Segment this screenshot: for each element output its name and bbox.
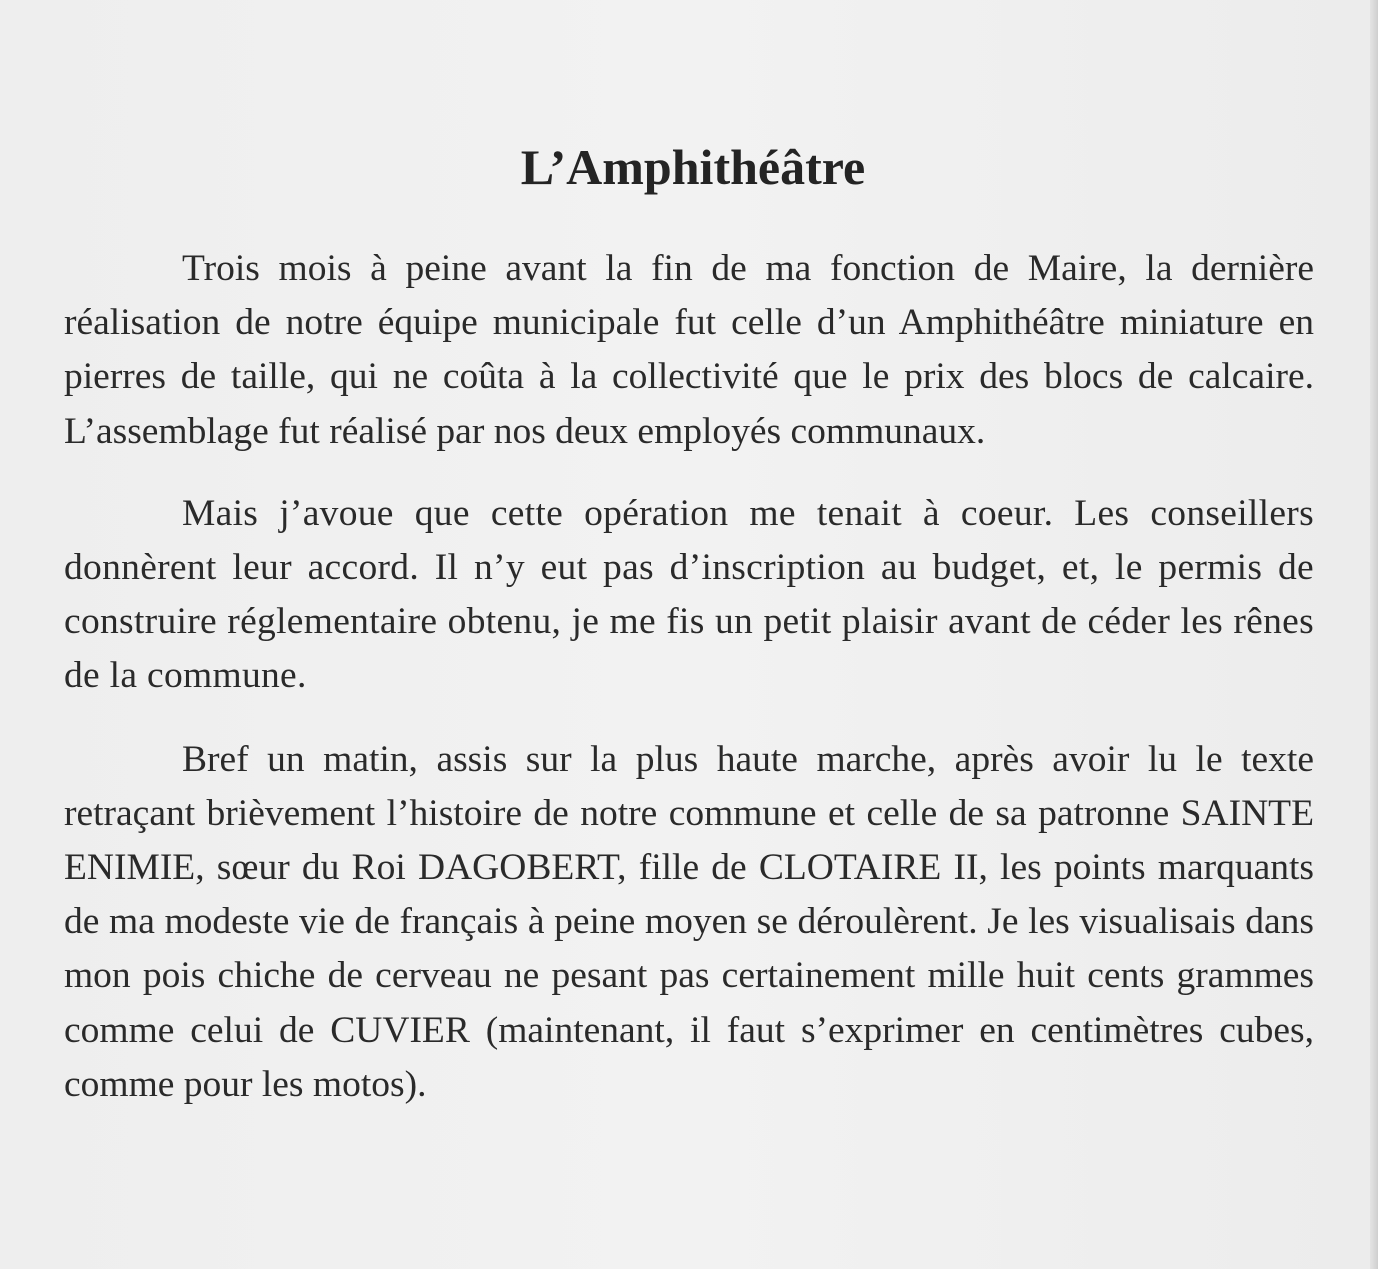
paragraph-1: Trois mois à peine avant la fin de ma fonction de Maire, la dernière réalisation de notre équipe municipale fut celle d’un Amphithéâtre miniature en pierres de taille, qui ne coûta à la collectivité que le prix des blocs de calcaire. L’assemblage fut réalisé par nos deux employés communaux. xyxy=(64,248,1314,452)
document-body xyxy=(64,132,1314,1112)
paragraph-3: Bref un matin, assis sur la plus haute marche, après avoir lu le texte retraçant brièvement l’histoire de notre commune et celle de sa patronne SAINTE ENIMIE, sœur du Roi DAGOBERT, fille de CLOTAIRE II, les points marquants de ma modeste vie de français à peine moyen se déroulèrent. Je les visualisais dans mon pois chiche de cerveau ne pesant pas certainement mille huit cents grammes comme celui de CUVIER (maintenant, il faut s’exprimer en centimètres cubes, comme pour les motos). xyxy=(64,738,1314,1105)
paragraph-2: Mais j’avoue que cette opération me tenait à coeur. Les conseillers donnèrent leur accord. Il n’y eut pas d’inscription au budget, et, le permis de construire réglementaire obtenu, je me fis un petit plaisir avant de céder les rênes de la commune. xyxy=(64,492,1314,697)
page-title: L’Amphithéâtre xyxy=(520,139,866,195)
page-edge xyxy=(1370,0,1378,1269)
